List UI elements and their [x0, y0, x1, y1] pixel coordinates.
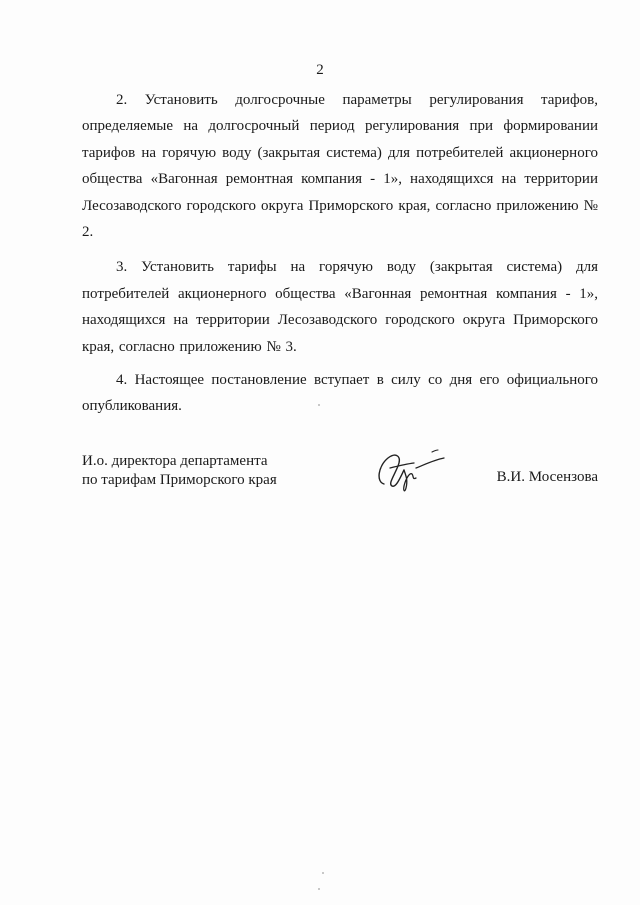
- signatory-position: [82, 452, 312, 490]
- scan-speck: [318, 404, 320, 406]
- signature-block: [82, 452, 598, 502]
- scan-speck: [322, 872, 324, 874]
- signatory-position-line-1: И.о. директора департамента: [82, 453, 268, 469]
- paragraph-item-4: 4. Настоящее постановление вступает в силу со дня его официального опубликования.: [82, 372, 598, 415]
- paragraph-item-3: 3. Установить тарифы на горячую воду (закрытая система) для потребителей акционерного общества «Вагонная ремонтная компания - 1», находящихся на территории Лесозаводского городского округа Приморского края, согласно приложению № 3.: [82, 259, 598, 355]
- signatory-name: В.И. Мосензова: [496, 469, 598, 485]
- paragraph-item-2: 2. Установить долгосрочные параметры регулирования тарифов, определяемые на долгосрочный период регулирования при формировании тарифов на горячую воду (закрытая система) для потребителей акционерного общества «Вагонная ремонтная компания - 1», находящихся на территории Лесозаводского городского округа Приморского края, согласно приложению № 2.: [82, 92, 598, 241]
- page-number: 2: [316, 62, 324, 78]
- handwritten-signature-icon: [370, 446, 450, 496]
- document-body: [82, 87, 598, 420]
- signatory-position-line-2: по тарифам Приморского края: [82, 472, 277, 488]
- scan-speck: [318, 888, 320, 890]
